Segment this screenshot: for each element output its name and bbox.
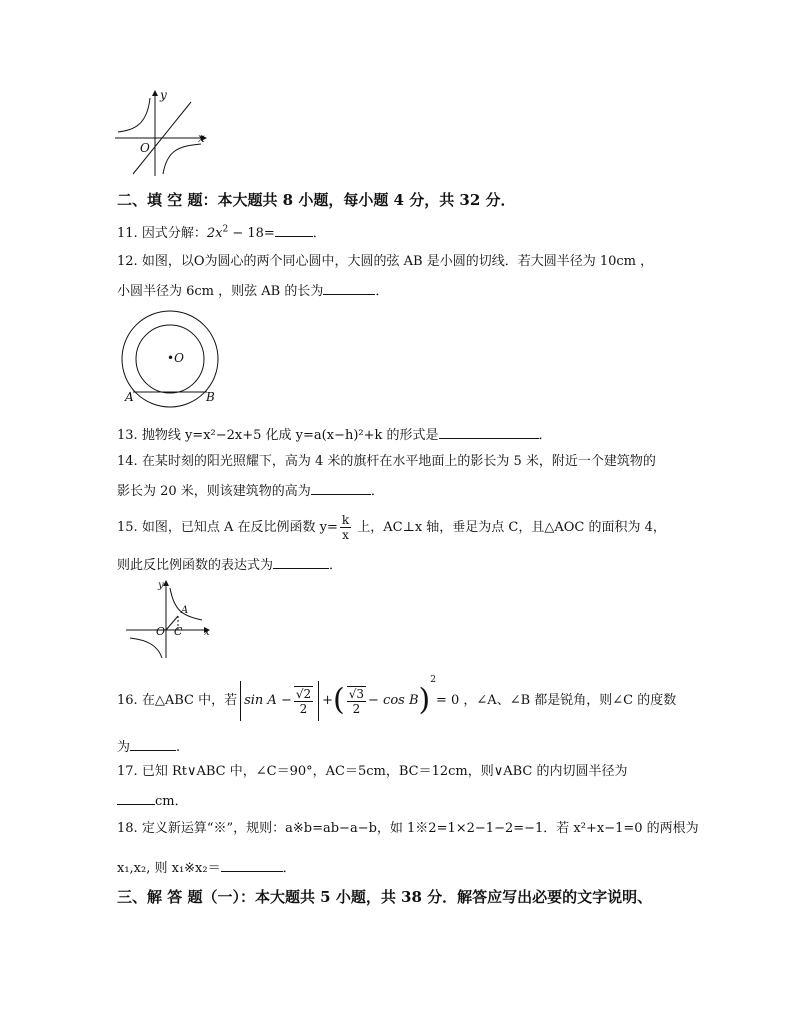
q16-fraction-2 [347,686,366,716]
q18-end: ． [282,861,296,876]
q16-line2: 为 [117,740,131,755]
q16-den2: 2 [299,701,308,716]
q16-plus: + [322,693,334,708]
question-16-line-2 [117,736,180,758]
paren-close: ) [418,682,431,718]
q12-end: ． [375,284,389,299]
q15-number: 15. [117,520,138,535]
q16-den3: 2 [352,701,361,716]
paren-open: ( [333,682,345,718]
question-14-line-2 [117,480,384,502]
q11-answer-blank[interactable] [275,222,313,237]
question-17-line-1 [117,762,628,782]
q18-line2-pre: x₁,x₂, 则 x₁※x₂＝ [117,861,221,876]
q16-sin: sin A − [244,693,292,708]
section-heading-answer-questions: 三、解 答 题（一）：本大题共 5 小题，共 38 分．解答应写出必要的文字说明、 [117,888,653,906]
q14-line1: 在某时刻的阳光照耀下，高为 4 米的旗杆在水平地面上的影长为 5 米，附近一个建筑物的 [141,454,656,469]
q12-line1: 如图，以O为圆心的两个同心圆中，大圆的弦 AB 是小圆的切线．若大圆半径为 10cm ， [141,254,654,269]
question-17-line-2 [117,790,188,812]
q14-answer-blank[interactable] [311,480,371,495]
question-12-line-1 [117,252,653,272]
q15-line2: 则此反比例函数的表达式为 [117,558,274,573]
q15-frac-den: x [342,528,349,542]
q17-answer-blank[interactable] [117,790,155,805]
q16-sqrt2: √2 [295,686,312,701]
q15-pre: 如图，已知点 A 在反比例函数 y= [141,520,338,535]
q11-expr-b: − 18= [228,226,275,241]
question-11 [117,222,326,244]
question-13 [117,424,552,446]
q17-line1: 已知 Rt∨ABC 中，∠C＝90°，AC＝5cm，BC＝12cm，则∨ABC 的内切圆半径为 [141,764,628,779]
q11-end: ． [312,226,326,241]
q15-answer-blank[interactable] [273,554,329,569]
q13-number: 13. [117,428,138,443]
fig1-x-label: x [198,131,205,145]
q11-expr-exp: 2 [222,224,229,235]
fig3-origin-label: O [156,625,166,638]
q11-text: 因式分解： [141,226,207,241]
q12-answer-blank[interactable] [323,280,375,295]
q17-number: 17. [117,764,138,779]
q18-answer-blank[interactable] [221,857,283,872]
question-15-line-2 [117,554,342,576]
q13-end: ． [538,428,552,443]
abs-bar-left [240,681,241,721]
question-15-line-1 [117,510,666,546]
question-16-line-1 [117,675,677,724]
section-heading-fill-blank: 二、填 空 题：本大题共 8 小题，每小题 4 分，共 32 分． [117,191,516,209]
q16-cos: − cos B [368,693,419,708]
q15-fraction [340,513,351,542]
fig3-label-c: C [174,625,183,638]
fig3-label-a: A [181,605,189,616]
q16-post: = 0 ，∠A、∠B 都是锐角，则∠C 的度数 [435,693,677,708]
question-14-line-1 [117,452,656,472]
q16-pre: 在△ABC 中，若 [141,693,238,708]
q14-number: 14. [117,454,138,469]
fig1-y-label: y [160,88,167,102]
figure-3-inverse-graph [122,580,212,660]
q18-line1: 定义新运算“※”，规则：a※b=ab−a−b，如 1※2=1×2−1−2=−1．若 x²+x−1=0 的两根为 [141,821,699,836]
q15-post: 上，AC⊥x 轴，垂足为点 C，且△AOC 的面积为 4， [353,520,666,535]
abs-bar-right [318,681,319,721]
q16-square: 2 [430,675,436,685]
question-18-line-1 [117,819,699,839]
fig2-label-b: B [206,390,215,404]
q13-answer-blank[interactable] [439,424,539,439]
q16-answer-blank[interactable] [130,736,176,751]
q12-number: 12. [117,254,138,269]
fig2-center-label: •O [167,351,184,365]
question-18-line-2 [117,857,296,879]
fig3-y-label: y [158,580,164,591]
q17-line2-end: cm． [155,794,188,809]
question-12-line-2 [117,280,388,302]
q16-number: 16. [117,693,138,708]
q11-expr-a: 2x [206,226,223,241]
q16-sqrt3: √3 [348,686,365,701]
q14-end: ． [370,484,384,499]
q14-line2: 影长为 20 米，则该建筑物的高为 [117,484,311,499]
fig1-origin-label: O [140,141,150,155]
q15-frac-num: k [341,513,350,527]
fig2-label-a: A [125,390,134,404]
q13-text: 抛物线 y=x²−2x+5 化成 y=a(x−h)²+k 的形式是 [141,428,439,443]
q15-end: ． [329,558,343,573]
q18-number: 18. [117,821,138,836]
q16-end: . [176,740,181,755]
q11-number: 11. [117,226,138,241]
q16-fraction-1 [294,686,313,716]
q12-line2: 小圆半径为 6cm ，则弦 AB 的长为 [117,284,324,299]
fig3-x-label: x [204,627,210,638]
